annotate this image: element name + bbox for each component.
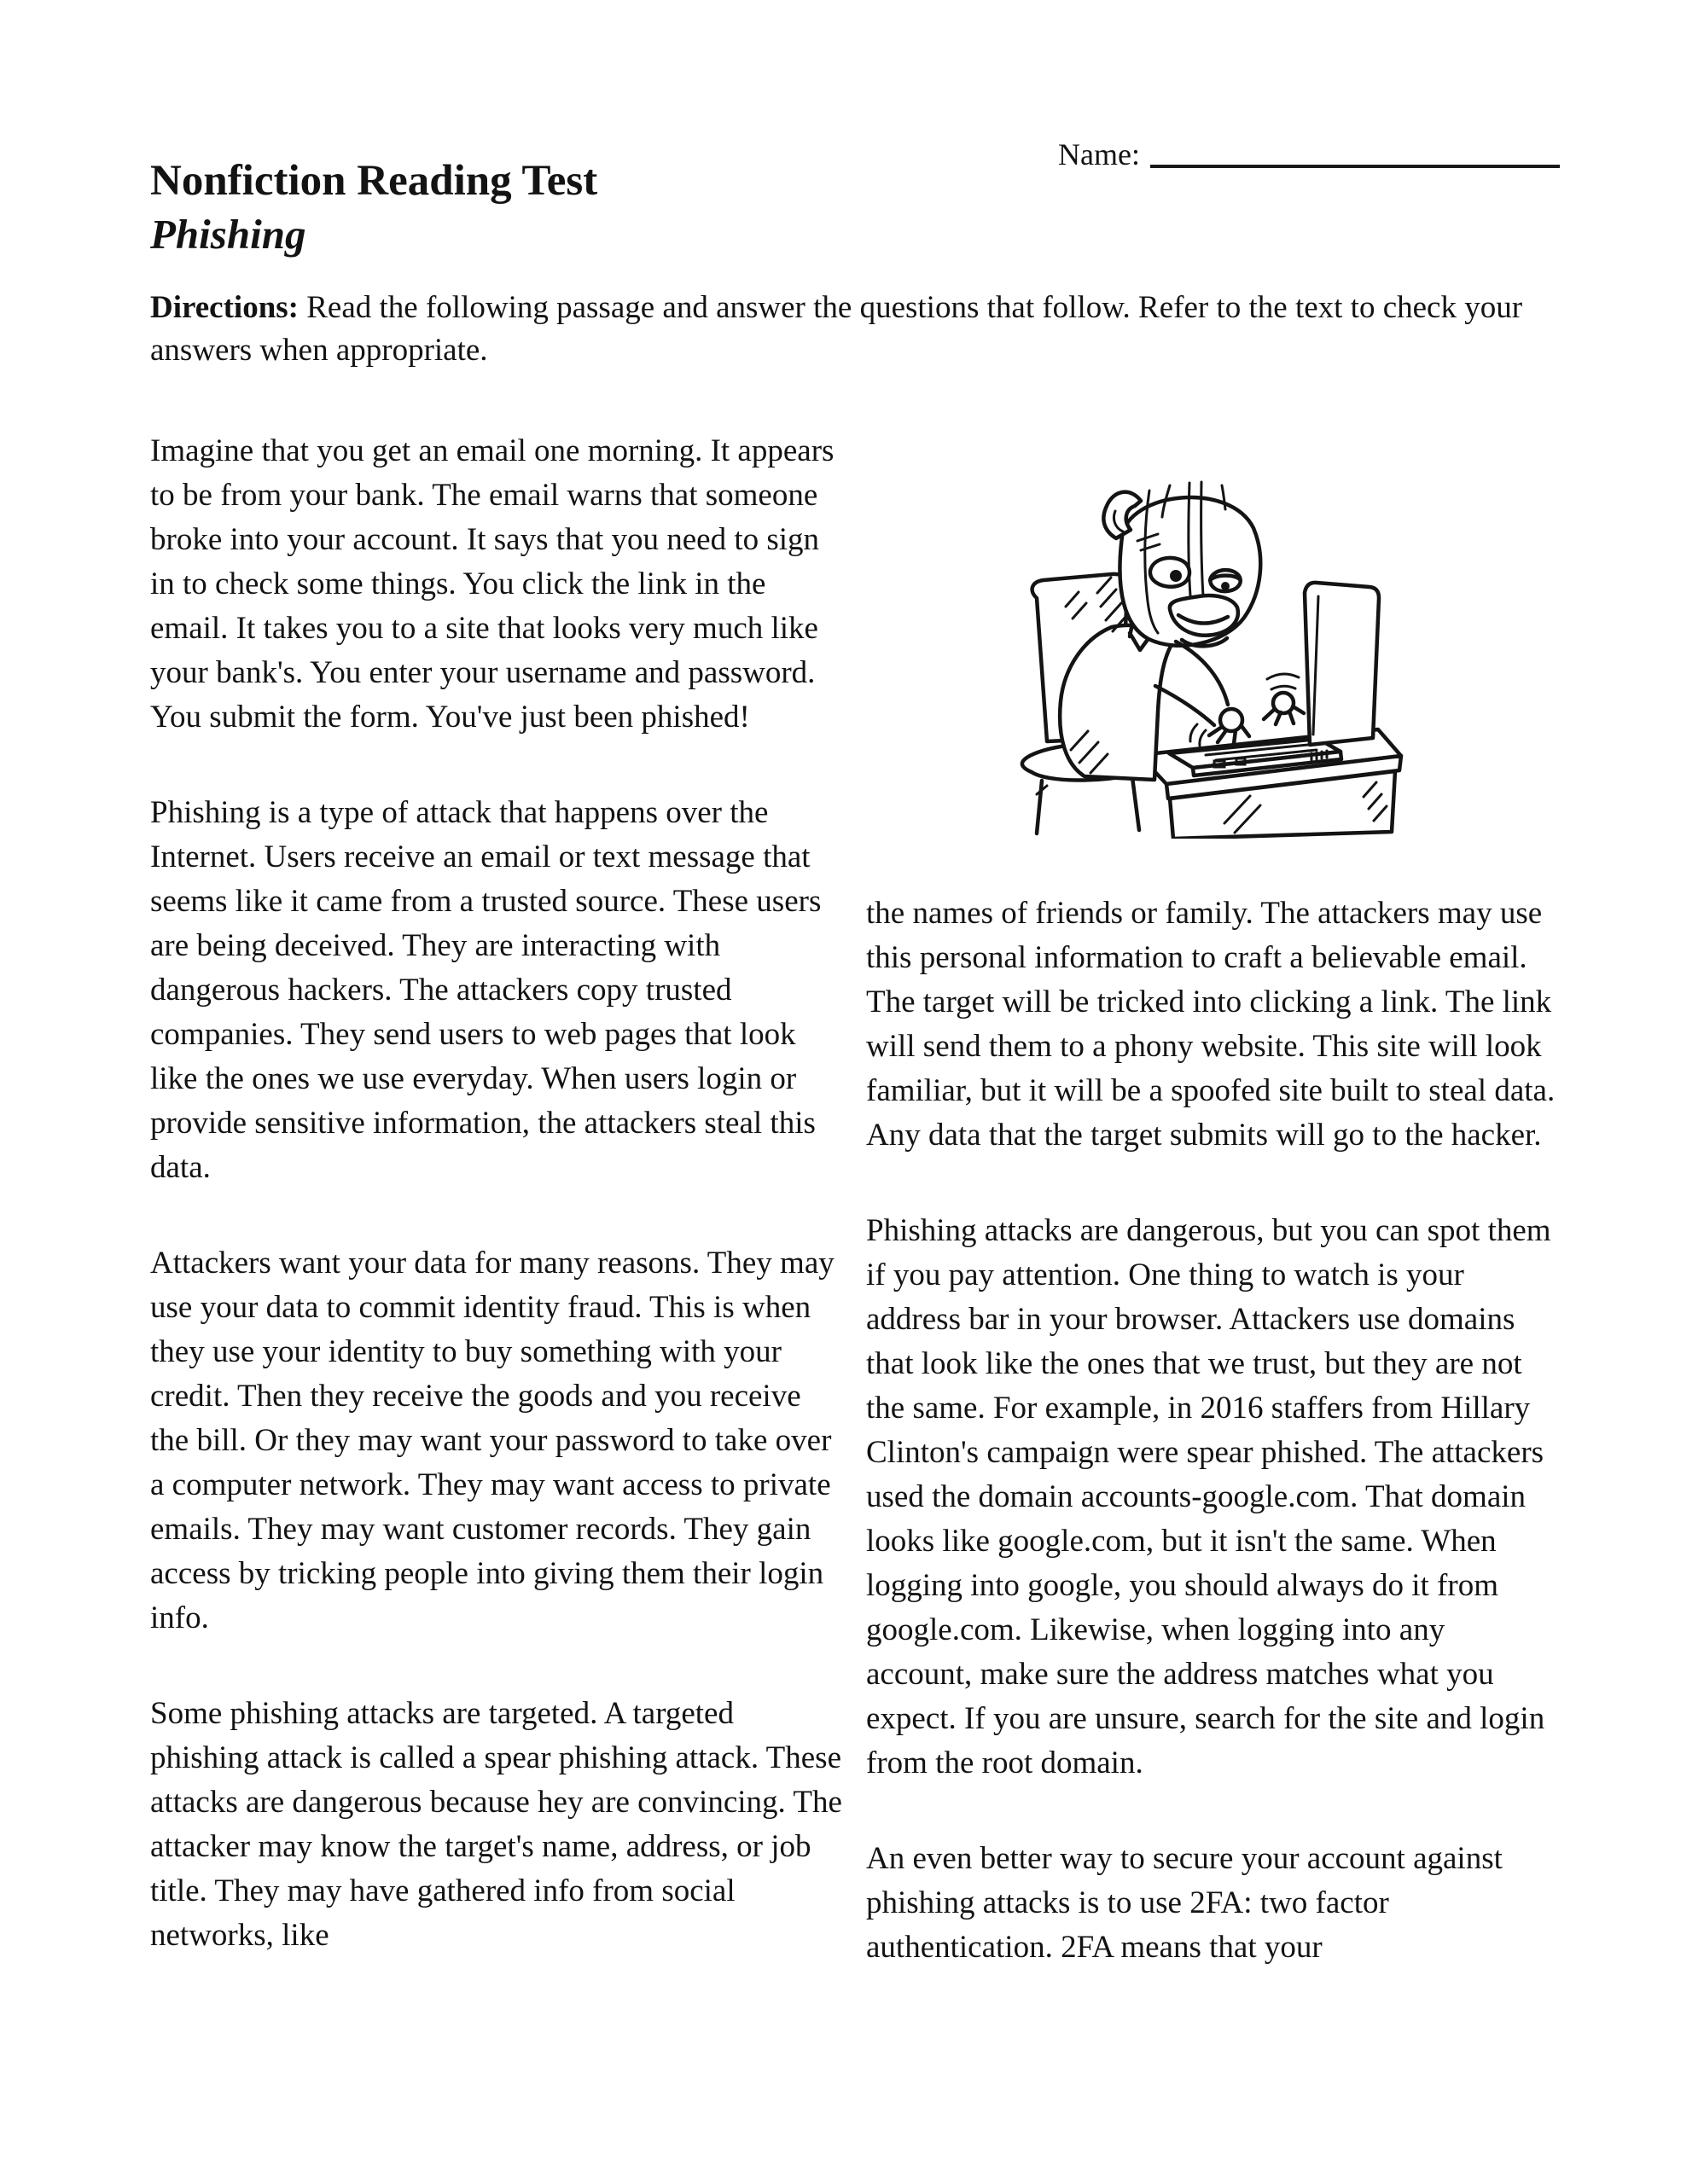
passage-paragraph: Phishing is a type of attack that happens over the Internet. Users receive an email or text message that seems like it came from a trusted source. These users are being deceived. They are interacting with dangerous hackers. The attackers copy trusted companies. They send users to web pages that look like the ones we use everyday. When users login or provide sensitive information, the attackers steal this data. xyxy=(150,795,822,1185)
directions-label: Directions: xyxy=(150,290,299,325)
name-label: Name: xyxy=(1058,137,1140,171)
passage-paragraph: Imagine that you get an email one morning. It appears to be from your bank. The email warns that someone broke into your account. It says that you need to sign in to check some things. You click the link in the email. It takes you to a site that looks very much like your bank's. You enter your username and password. You submit the form. You've just been phished! xyxy=(150,433,835,735)
masked-hacker-at-laptop-illustration xyxy=(1011,455,1412,839)
passage-paragraph: Some phishing attacks are targeted. A targeted phishing attack is called a spear phishing attack. These attacks are dangerous because hey are convincing. The attacker may know the target's name, address, or job title. They may have gathered info from social networks, like xyxy=(150,1696,842,1953)
passage-paragraph: An even better way to secure your account against phishing attacks is to use 2FA: two factor authentication. 2FA means that your xyxy=(866,1841,1503,1965)
hacker-illustration xyxy=(1011,455,1558,839)
left-column xyxy=(150,429,842,2009)
page-title: Nonfiction Reading Test xyxy=(150,157,598,205)
directions xyxy=(150,287,1567,372)
directions-text: Read the following passage and answer the questions that follow. Refer to the text to check your answers when appropriate. xyxy=(150,290,1523,368)
name-blank-line xyxy=(1150,156,1560,168)
page-subtitle: Phishing xyxy=(150,211,306,258)
passage-paragraph: Phishing attacks are dangerous, but you can spot them if you pay attention. One thing to watch is your address bar in your browser. Attackers use domains that look like the ones that we trust, but they are not the same. For example, in 2016 staffers from Hillary Clinton's campaign were spear phished. The attackers used the domain accounts-google.com. That domain looks like google.com, but it isn't the same. When logging into google, you should always do it from google.com. Likewise, when logging into any account, make sure the address matches what you expect. If you are unsure, search for the site and login from the root domain. xyxy=(866,1213,1551,1780)
right-column xyxy=(866,429,1558,2021)
spider-hands xyxy=(1209,693,1304,744)
passage-columns xyxy=(150,429,1558,2021)
passage-paragraph: the names of friends or family. The attackers may use this personal information to craft a believable email. The target will be tricked into clicking a link. The link will send them to a phony website. This site will look familiar, but it will be a spoofed site built to steal data. Any data that the target submits will go to the hacker. xyxy=(866,896,1556,1153)
passage-paragraph: Attackers want your data for many reasons. They may use your data to commit identity fraud. This is when they use your identity to buy something with your credit. Then they receive the goods and you receive the bill. Or they may want your password to take over a computer network. They may want access to private emails. They may want customer records. They gain access by tricking people into giving them their login info. xyxy=(150,1246,835,1635)
name-row xyxy=(1058,136,1560,172)
